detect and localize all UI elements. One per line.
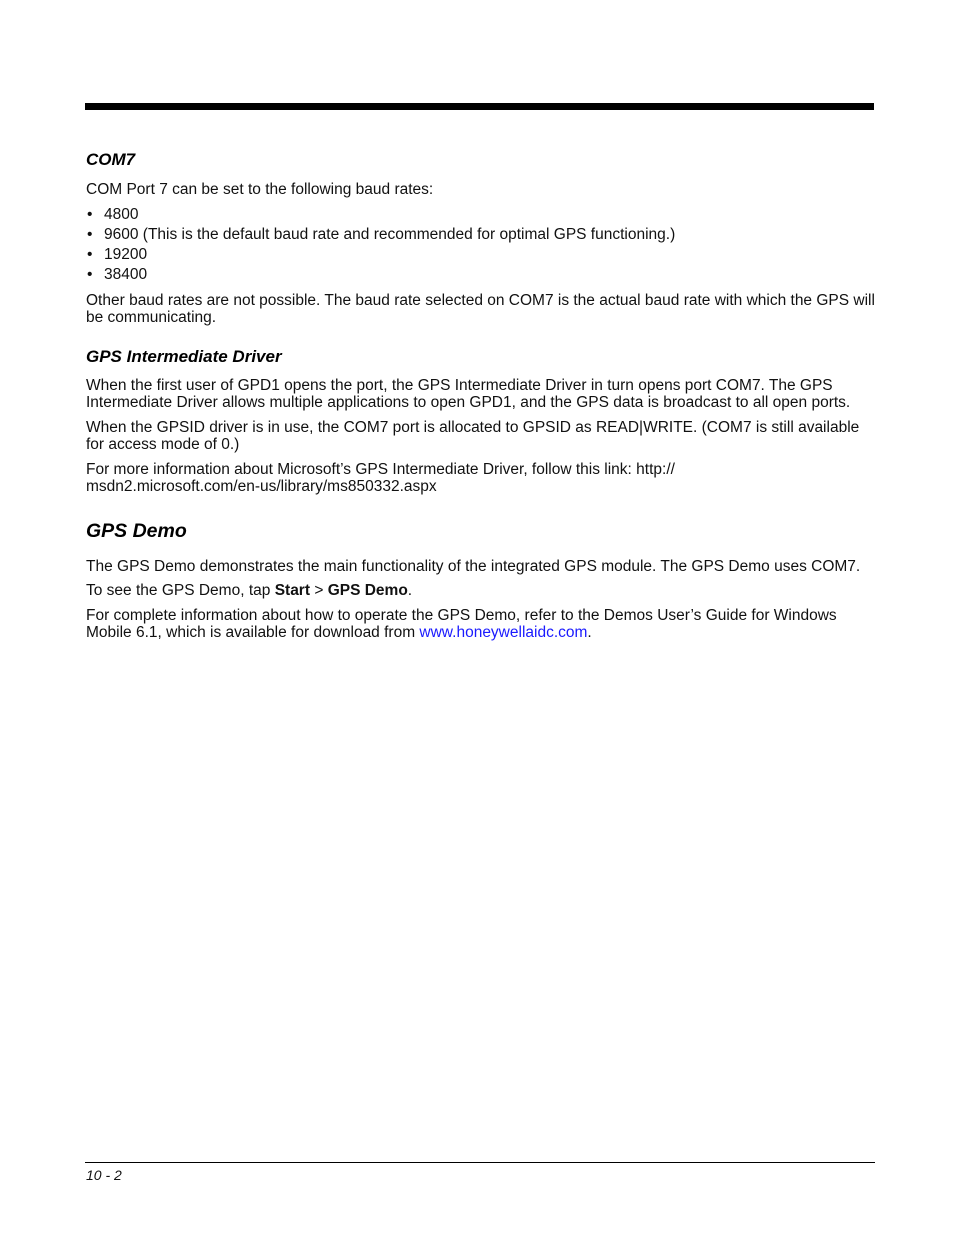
footer-rule [85,1162,875,1163]
bullet-glyph: • [87,246,93,264]
tap-prefix: To see the GPS Demo, tap [86,582,275,600]
honeywell-link[interactable]: www.honeywellaidc.com [419,624,588,642]
bullet-glyph: • [87,266,93,284]
list-item-text: 4800 [104,205,139,223]
heading-gps-intermediate-driver: GPS Intermediate Driver [86,346,282,366]
list-item [86,265,876,285]
driver-paragraph-1: When the first user of GPD1 opens the port, the GPS Intermediate Driver in turn opens port COM7. The GPS Intermediate Driver allows multiple applications to open GPD1, and the GPS data is broadcast to all open ports. [86,376,851,412]
driver-more-info [86,461,876,496]
section-gps-demo [86,520,876,642]
page-content [86,150,876,642]
heading-gps-demo: GPS Demo [86,519,187,542]
list-item-text: 9600 (This is the default baud rate and recommended for optimal GPS functioning.) [104,225,676,243]
list-item [86,245,876,265]
bullet-glyph: • [87,225,93,243]
menu-start-label: Start [274,582,311,600]
gps-demo-paragraph-1: The GPS Demo demonstrates the main functionality of the integrated GPS module. The GPS Demo uses COM7. [86,557,861,575]
list-item [86,205,876,225]
header-rule [85,103,874,110]
gps-demo-tap-instruction [86,582,876,600]
driver-paragraph-2: When the GPSID driver is in use, the COM7 port is allocated to GPSID as READ|WRITE. (COM7 is still available for access mode of 0.) [86,418,860,454]
menu-gps-demo-label: GPS Demo [327,582,408,600]
tap-separator: > [310,582,328,600]
complete-info-text: For complete information about how to operate the GPS Demo, refer to the Demos User’s Guide for Windows Mobile 6.1, which is available for download from [86,606,837,642]
baud-rate-list [86,205,876,286]
driver-more-info-line-2: msdn2.microsoft.com/en-us/library/ms850332.aspx [86,478,437,496]
section-com7 [86,150,876,327]
list-item-text: 38400 [104,266,148,284]
page-number: 10 - 2 [86,1167,122,1183]
tap-suffix: . [407,582,413,600]
driver-more-info-line-1: For more information about Microsoft’s GPS Intermediate Driver, follow this link: http:// [86,460,675,478]
complete-info-suffix: . [587,624,592,642]
section-gps-intermediate-driver [86,347,876,496]
heading-com7: COM7 [86,150,136,169]
bullet-glyph: • [87,205,93,223]
gps-demo-complete-info [86,607,876,642]
com7-intro: COM Port 7 can be set to the following baud rates: [86,181,434,198]
com7-note: Other baud rates are not possible. The baud rate selected on COM7 is the actual baud rate with which the GPS will be communicating. [86,291,875,327]
list-item [86,225,876,245]
list-item-text: 19200 [104,246,148,264]
